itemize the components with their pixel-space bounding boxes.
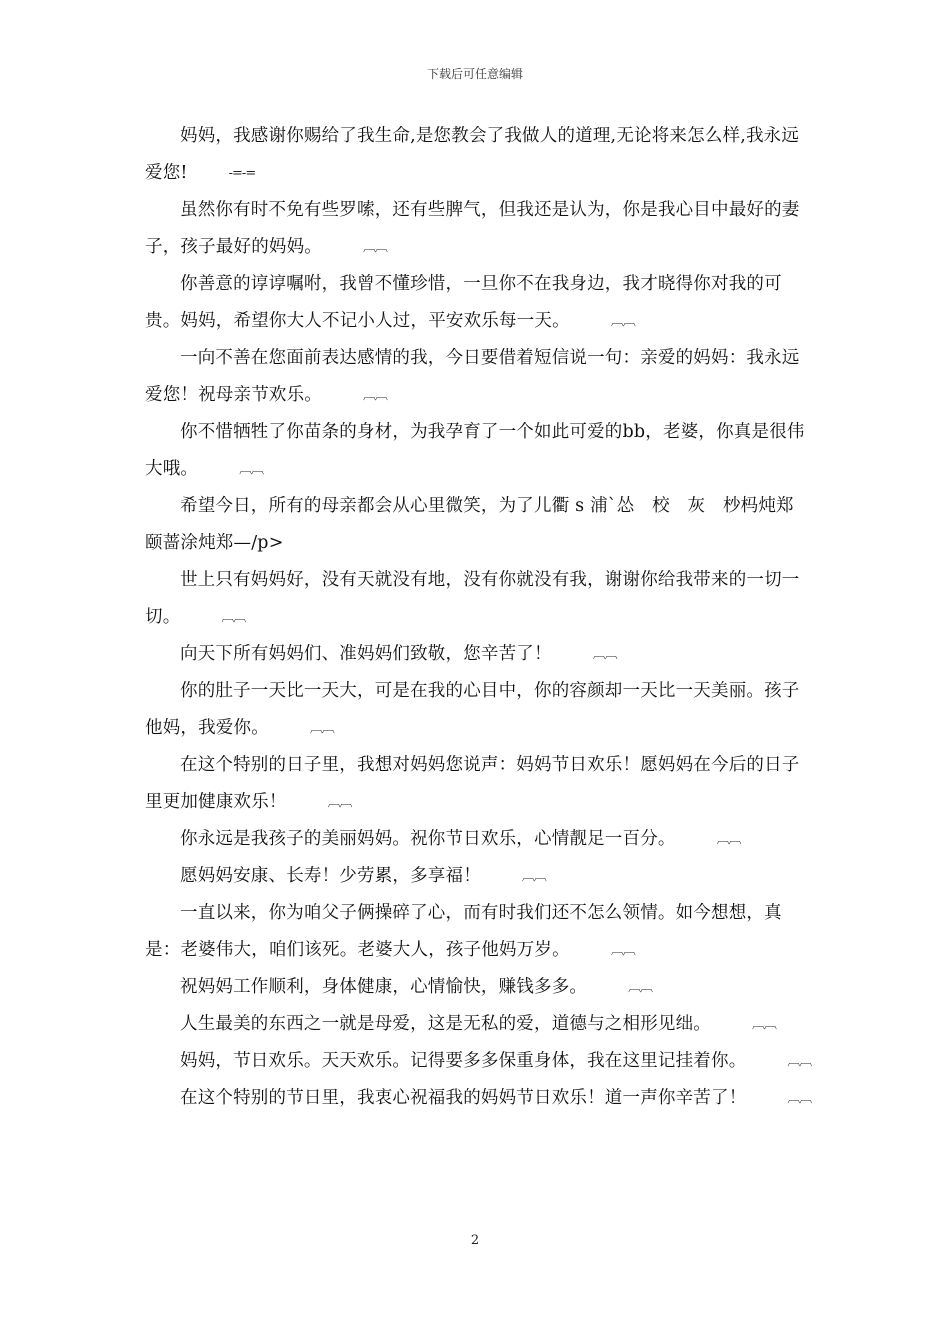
paragraph-16-text: 妈妈，节日欢乐。天天欢乐。记得要多多保重身体，我在这里记挂着你。 (180, 1051, 747, 1071)
paragraph-5-text: 你不惜牺牲了你苗条的身材，为我孕育了一个如此可爱的bb，老婆，你真是很伟大哦。 (145, 422, 805, 479)
paragraph-8 (145, 636, 813, 673)
paragraph-2-text: 虽然你有时不免有些罗嗦，还有些脾气，但我还是认为，你是我心目中最好的妻子，孩子最好的妈妈。 (145, 200, 800, 257)
paragraph-3-text: 你善意的谆谆嘱咐，我曾不懂珍惜，一旦你不在我身边，我才晓得你对我的可贵。妈妈，希望你大人不记小人过，平安欢乐每一天。 (145, 274, 782, 331)
paragraph-7-text: 世上只有妈妈好，没有天就没有地，没有你就没有我，谢谢你给我带来的一切一切。 (145, 570, 800, 627)
paragraph-11-mark: ︹︹ (716, 831, 741, 847)
paragraph-13 (145, 895, 813, 969)
paragraph-8-mark: ︹︹ (592, 646, 617, 662)
paragraph-17 (145, 1080, 813, 1117)
paragraph-10 (145, 747, 813, 821)
paragraph-1-mark: -=-= (228, 165, 256, 181)
paragraph-17-text: 在这个特别的节日里，我衷心祝福我的妈妈节日欢乐！道一声你辛苦了！ (180, 1088, 747, 1108)
paragraph-1 (145, 118, 813, 192)
paragraph-8-text: 向天下所有妈妈们、准妈妈们致敬，您辛苦了！ (180, 644, 552, 664)
paragraph-6 (145, 488, 813, 562)
paragraph-13-mark: ︹︹ (610, 942, 635, 958)
paragraph-14-mark: ︹︹ (628, 979, 653, 995)
paragraph-14-text: 祝妈妈工作顺利，身体健康，心情愉快，赚钱多多。 (180, 977, 588, 997)
paragraph-11-text: 你永远是我孩子的美丽妈妈。祝你节日欢乐，心情靓足一百分。 (180, 829, 676, 849)
paragraph-9 (145, 673, 813, 747)
paragraph-4-text: 一向不善在您面前表达感情的我，今日要借着短信说一句：亲爱的妈妈：我永远爱您！祝母亲节欢乐。 (145, 348, 800, 405)
paragraph-15-text: 人生最美的东西之一就是母爱，这是无私的爱，道德与之相形见绌。 (180, 1014, 711, 1034)
paragraph-11 (145, 821, 813, 858)
paragraph-10-mark: ︹︹ (327, 794, 352, 810)
paragraph-4 (145, 340, 813, 414)
page-number: 2 (470, 1233, 480, 1248)
paragraph-4-mark: ︹︹ (363, 387, 388, 403)
document-body (145, 118, 813, 1117)
paragraph-3 (145, 266, 813, 340)
paragraph-3-mark: ︹︹ (610, 313, 635, 329)
paragraph-6-text: 希望今日，所有的母亲都会从心里微笑，为了儿衢 s 浦`怂 校 灰 杪杩炖郑 颐蔷涂炖郑—/p> (145, 496, 812, 553)
paragraph-15-mark: ︹︹ (752, 1016, 777, 1032)
paragraph-7 (145, 562, 813, 636)
header-note: 下载后可任意编辑 (426, 67, 523, 81)
paragraph-2 (145, 192, 813, 266)
paragraph-16-mark: ︹︹ (787, 1053, 812, 1069)
paragraph-12 (145, 858, 813, 895)
paragraph-12-mark: ︹︹ (521, 868, 546, 884)
paragraph-12-text: 愿妈妈安康、长寿！少劳累，多享福！ (180, 866, 481, 886)
paragraph-10-text: 在这个特别的日子里，我想对妈妈您说声：妈妈节日欢乐！愿妈妈在今后的日子里更加健康欢乐！ (145, 755, 800, 812)
paragraph-9-mark: ︹︹ (309, 720, 334, 736)
paragraph-16 (145, 1043, 813, 1080)
paragraph-15 (145, 1006, 813, 1043)
paragraph-5 (145, 414, 813, 488)
paragraph-13-text: 一直以来，你为咱父子俩操碎了心，而有时我们还不怎么领情。如今想想，真是：老婆伟大，咱们该死。老婆大人，孩子他妈万岁。 (145, 903, 782, 960)
paragraph-14 (145, 969, 813, 1006)
paragraph-7-mark: ︹︹ (221, 609, 246, 625)
paragraph-17-mark: ︹︹ (787, 1090, 812, 1106)
paragraph-5-mark: ︹︹ (239, 461, 264, 477)
paragraph-1-text: 妈妈，我感谢你赐给了我生命,是您教会了我做人的道理,无论将来怎么样,我永远爱您! (145, 126, 800, 183)
paragraph-2-mark: ︹︹ (363, 239, 388, 255)
paragraph-9-text: 你的肚子一天比一天大，可是在我的心目中，你的容颜却一天比一天美丽。孩子他妈，我爱你。 (145, 681, 800, 738)
